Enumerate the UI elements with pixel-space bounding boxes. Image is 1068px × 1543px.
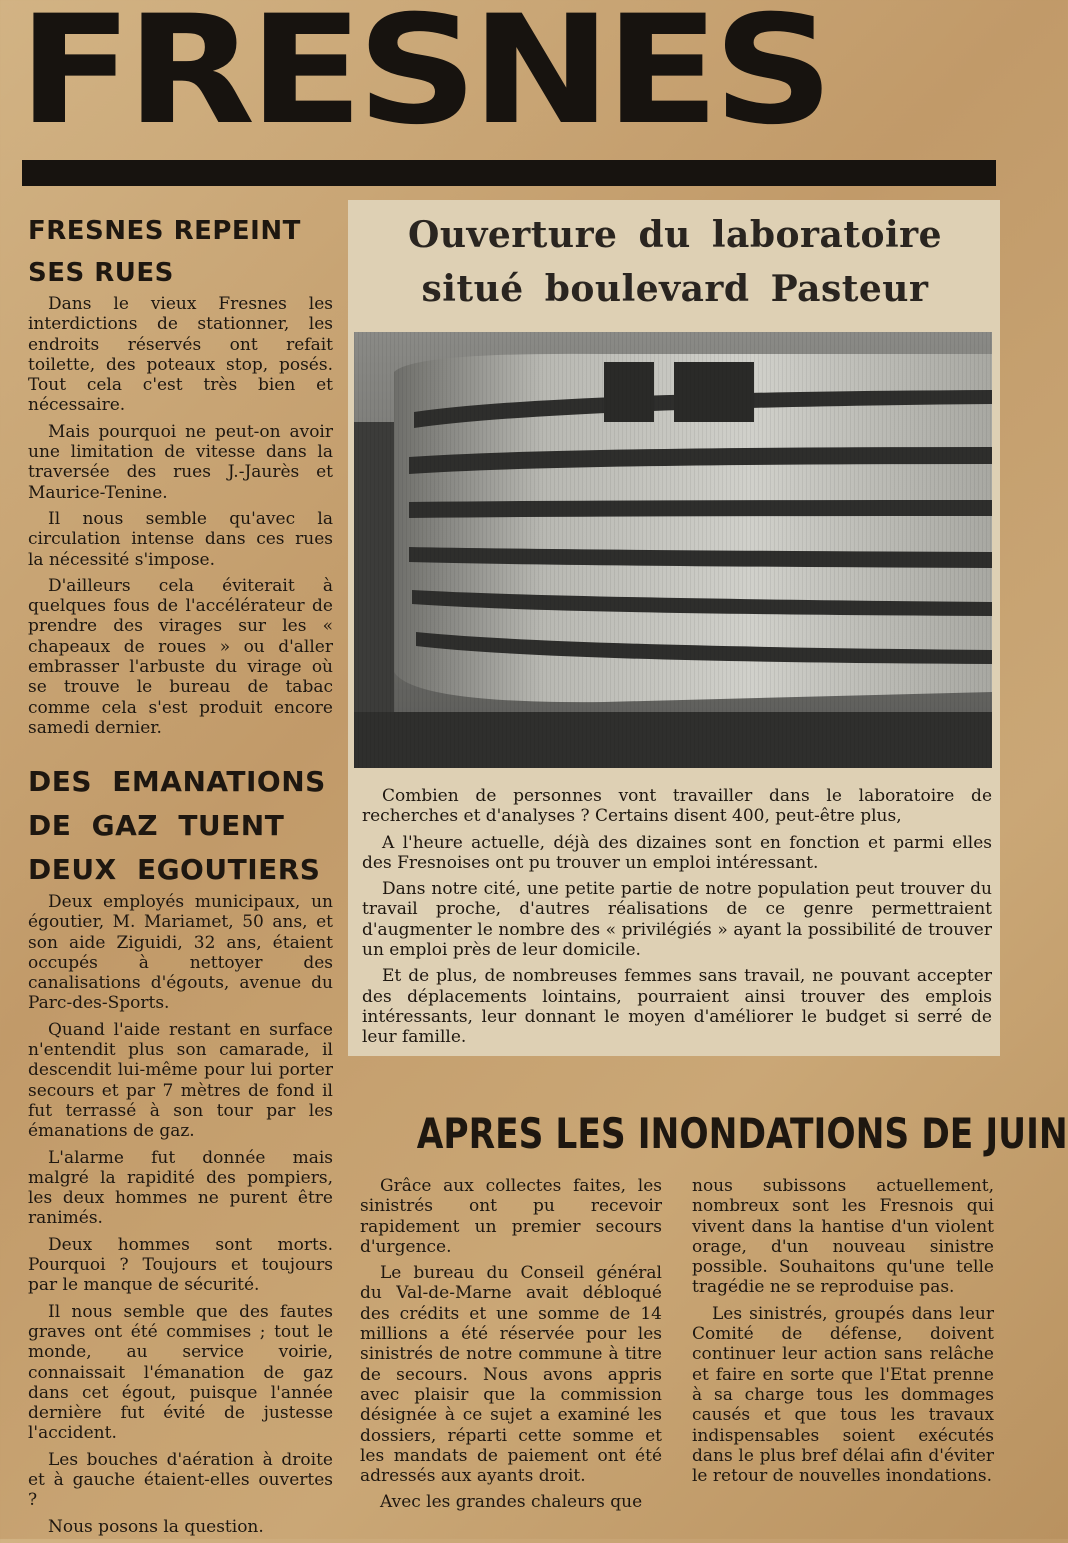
paragraph: Nous posons la question. — [48, 1516, 264, 1537]
paragraph: Deux hommes sont morts. Pourquoi ? Toujours et toujours par le manque de sécurité. — [28, 1234, 333, 1296]
paragraph: Les sinistrés, groupés dans leur Comité de défense, doivent continuer leur action sans relâche et faire en sorte que l'Etat prenne à sa charge tous les dommages causés et que tous les travaux indispensables soient exécutés dans le plus bref délai afin d'éviter le retour de nouvelles inondations. — [692, 1303, 994, 1487]
paragraph: Les bouches d'aération à droite et à gauche étaient-elles ouvertes ? — [28, 1449, 333, 1511]
paragraph: Il nous semble que des fautes graves ont été commises ; tout le monde, au service voirie, connaissait l'émanation de gaz dans cet égout, puisque l'année dernière fut évité de justesse l'accident. — [28, 1301, 333, 1444]
article-title: SES RUES — [28, 258, 174, 288]
masthead-rule — [22, 160, 996, 186]
article-title: FRESNES REPEINT — [28, 216, 301, 246]
inondations-title: APRES LES INONDATIONS DE JUIN — [416, 1109, 1068, 1158]
laboratory-photo — [354, 332, 992, 768]
paragraph: Et de plus, de nombreuses femmes sans travail, ne pouvant accepter des déplacements lointains, pourraient ainsi trouver des emplois intéressants, leur donnant le moyen d'améliorer le budget si serré de leur famille. — [362, 966, 992, 1048]
paragraph: A l'heure actuelle, déjà des dizaines sont en fonction et parmi elles des Fresnoises ont pu trouver un emploi intéressant. — [362, 832, 992, 873]
article-title: DES EMANATIONS — [28, 765, 326, 798]
lab-title-line: situé boulevard Pasteur — [421, 268, 929, 310]
masthead-title: FRESNES — [18, 0, 828, 158]
paragraph: nous subissons actuellement, nombreux sont les Fresnois qui vivent dans la hantise d'un violent orage, d'un nouveau sinistre possible. Souhaitons qu'une telle tragédie ne se reproduise pas. — [692, 1176, 994, 1298]
inondations-right-column — [692, 1176, 994, 1492]
building-photo-illustration — [354, 332, 992, 768]
paragraph: Il nous semble qu'avec la circulation intense dans ces rues la nécessité s'impose. — [28, 508, 333, 570]
article-title: DEUX EGOUTIERS — [28, 853, 321, 886]
paragraph: L'alarme fut donnée mais malgré la rapidité des pompiers, les deux hommes ne purent être ranimés. — [28, 1147, 333, 1229]
paragraph: D'ailleurs cela éviterait à quelques fous de l'accélérateur de prendre des virages sur les « chapeaux de roues » ou d'aller embrasser l'arbuste du virage où se trouve le bureau de tabac comme cela s'est produit encore samedi dernier. — [28, 575, 333, 738]
paragraph: Avec les grandes chaleurs que — [380, 1492, 643, 1513]
paragraph: Mais pourquoi ne peut-on avoir une limitation de vitesse dans la traversée des rues J.-Jaurès et Maurice-Tenine. — [28, 421, 333, 503]
paragraph: Dans le vieux Fresnes les interdictions de stationner, les endroits réservés ont refait toilette, des poteaux stop, posés. Tout cela c'est très bien et nécessaire. — [28, 294, 333, 416]
article-repeint — [28, 210, 333, 738]
lab-article-title — [360, 208, 990, 316]
paragraph: Le bureau du Conseil général du Val-de-Marne avait débloqué des crédits et une somme de 14 millions a été réservée pour les sinistrés de notre commune à titre de secours. Nous avons appris avec plaisir que la commission désignée à ce sujet a examiné les dossiers, réparti cette somme et les mandats de paiement ont été adressés aux ayants droit. — [360, 1263, 662, 1487]
inondations-left-column — [360, 1176, 662, 1519]
paragraph: Dans notre cité, une petite partie de notre population peut trouver du travail proche, d'autres réalisations de ce genre permettraient d'augmenter le nombre des « privilégiés » ayant la possibilité de trouver un emploi près de leur domicile. — [362, 879, 992, 961]
left-column — [28, 210, 333, 744]
paragraph: Combien de personnes vont travailler dans le laboratoire de recherches et d'analyses ? Certains disent 400, peut-être plus, — [362, 786, 992, 827]
paragraph: Grâce aux collectes faites, les sinistrés ont pu recevoir rapidement un premier secours d'urgence. — [360, 1176, 662, 1257]
paragraph: Quand l'aide restant en surface n'entendit plus son camarade, il descendit lui-même pour lui porter secours et par 7 mètres de fond il fut terrassé à son tour par les émanations de gaz. — [28, 1019, 333, 1142]
paragraph: Deux employés municipaux, un égoutier, M. Mariamet, 50 ans, et son aide Ziguidi, 32 ans, étaient occupés à nettoyer des canalisations d'égouts, avenue du Parc-des-Sports. — [28, 892, 333, 1014]
article-egoutiers — [28, 760, 333, 1543]
lab-title-line: Ouverture du laboratoire — [407, 214, 943, 256]
lab-article-body — [362, 786, 992, 1054]
article-title: DE GAZ TUENT — [28, 809, 285, 842]
